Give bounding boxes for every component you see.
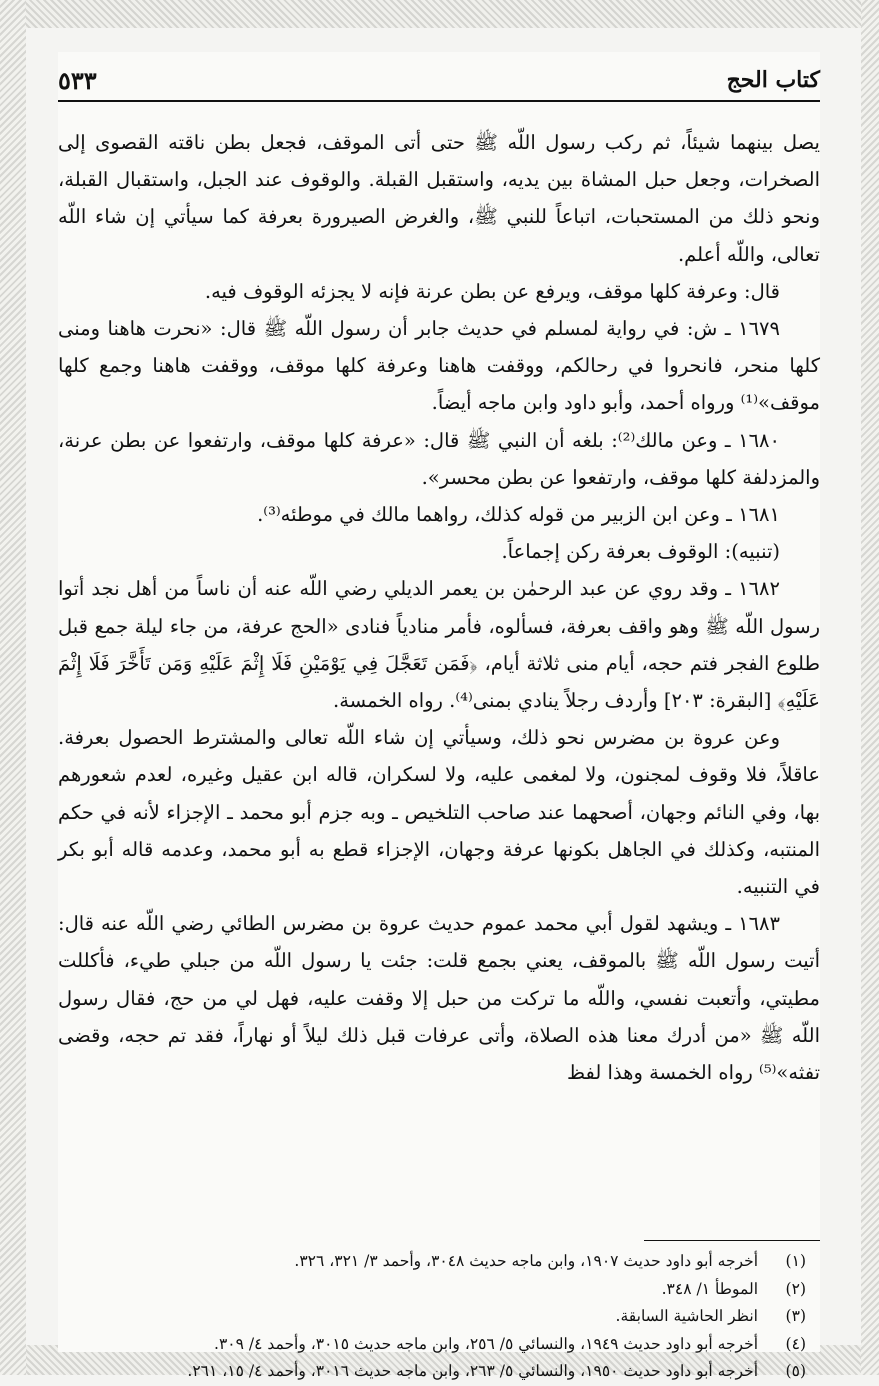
footnote-number: (١) xyxy=(785,1252,806,1270)
paragraph: يصل بينهما شيئاً، ثم ركب رسول اللّه ﷺ حتى أتى الموقف، فجعل بطن ناقته القصوى إلى الصخرات، وجعل حبل المشاة بين يديه، واستقبل القبلة. والوقوف عند الجبل، واستقبال القبلة، ونحو ذلك من المستحبات، اتباعاً للنبي ﷺ، والغرض الصيرورة بعرفة كما سيأتي إن شاء اللّه تعالى، واللّه أعلم. xyxy=(58,131,820,266)
chapter-title: كتاب الحج xyxy=(726,67,820,93)
footnote-number: (٢) xyxy=(785,1279,806,1298)
paragraph: قال: وعرفة كلها موقف، ويرفع عن بطن عرنة فإنه لا يجزئه الوقوف فيه. xyxy=(204,279,780,303)
paragraph: (تنبيه): الوقوف بعرفة ركن إجماعاً. xyxy=(501,540,780,564)
footnotes xyxy=(58,1248,820,1386)
page-body xyxy=(58,124,820,1091)
footnote xyxy=(58,1331,820,1359)
footnote-number: (٣) xyxy=(785,1307,806,1325)
footnote-text: أخرجه أبو داود حديث ١٩٠٧، وابن ماجه حديث ٣٠٤٨، وأحمد ٣/ ٣٢١، ٣٢٦. xyxy=(294,1252,758,1270)
footnote-text: انظر الحاشية السابقة. xyxy=(615,1307,758,1325)
paragraph: ١٦٧٩ ـ ش: في رواية لمسلم في حديث جابر أن رسول اللّه ﷺ قال: «نحرت هاهنا ومنى كلها منحر، فانحروا في رحالكم، ووقفت هاهنا وعرفة كلها موقف، ووقفت هاهنا وجمع كلها موقف»⁽¹⁾ ورواه أحمد، وأبو داود وابن ماجه أيضاً. xyxy=(58,317,820,415)
paragraph: ١٦٨٠ ـ وعن مالك⁽²⁾: بلغه أن النبي ﷺ قال: «عرفة كلها موقف، وارتفعوا عن بطن عرنة، والمزدلفة كلها موقف، وارتفعوا عن بطن محسر». xyxy=(58,428,820,489)
footnote-separator xyxy=(644,1240,820,1241)
footnote xyxy=(58,1276,820,1304)
footnote xyxy=(58,1248,820,1276)
book-page xyxy=(58,52,820,1380)
footnote xyxy=(58,1303,820,1331)
footnote-number: (٥) xyxy=(785,1362,806,1380)
footnote-text: الموطأ ١/ ٣٤٨. xyxy=(661,1279,758,1298)
paragraph: ١٦٨٣ ـ ويشهد لقول أبي محمد عموم حديث عروة بن مضرس الطائي رضي اللّه عنه قال: أتيت رسول اللّه ﷺ بالموقف، يعني بجمع قلت: جئت يا رسول اللّه من جبلي طيء، فأكللت مطيتي، وأتعبت نفسي، واللّه ما تركت من حبل إلا وقفت عليه، فهل لي من حج، فقال رسول اللّه ﷺ «من أدرك معنا هذه الصلاة، وأتى عرفات قبل ذلك ليلاً أو نهاراً، فقد تم حجه، وقضى تفثه»⁽⁵⁾ رواه الخمسة وهذا لفظ xyxy=(58,912,820,1085)
footnote-number: (٤) xyxy=(785,1334,806,1353)
footnote-text: أخرجه أبو داود حديث ١٩٥٠، والنسائي ٥/ ٢٦٣، وابن ماجه حديث ٣٠١٦، وأحمد ٤/ ١٥، ٢٦١. xyxy=(187,1362,758,1380)
paragraph: ١٦٨١ ـ وعن ابن الزبير من قوله كذلك، رواهما مالك في موطئه⁽³⁾. xyxy=(257,503,780,527)
page-number: ٥٣٣ xyxy=(58,65,97,95)
running-header xyxy=(58,60,820,102)
paragraph: وعن عروة بن مضرس نحو ذلك، وسيأتي إن شاء اللّه تعالى والمشترط الحصول بعرفة. عاقلاً، فلا وقوف لمجنون، ولا لمغمى عليه، ولا لسكران، قاله ابن عقيل وغيره، لعدم شعورهم بها، وفي النائم وجهان، أصحهما عند صاحب التلخيص ـ وبه جزم أبو محمد ـ الإجزاء لأنه في حكم المنتبه، وكذلك في الجاهل بكونها عرفة وجهان، الإجزاء قطع به أبو محمد، وعدمه قاله أبو بكر في التنبيه. xyxy=(58,726,820,899)
scan-border-top xyxy=(0,0,879,28)
paragraph: ١٦٨٢ ـ وقد روي عن عبد الرحمٰن بن يعمر الديلي رضي اللّه عنه أن ناساً من أهل نجد أتوا رسول اللّه ﷺ وهو واقف بعرفة، فسألوه، فأمر منادياً فنادى «الحج عرفة، من جاء ليلة جمع قبل طلوع الفجر فتم حجه، أيام منى ثلاثة أيام، ﴿فَمَن تَعَجَّلَ فِي يَوْمَيْنِ فَلَا إِثْمَ عَلَيْهِ وَمَن تَأَخَّرَ فَلَا إِثْمَ عَلَيْهِ﴾ [البقرة: ٢٠٣] وأردف رجلاً ينادي بمنى⁽⁴⁾. رواه الخمسة. xyxy=(58,577,820,713)
scan-border-right xyxy=(861,0,879,1375)
footnote xyxy=(58,1358,820,1386)
scan-border-left xyxy=(0,0,26,1375)
footnote-text: أخرجه أبو داود حديث ١٩٤٩، والنسائي ٥/ ٢٥٦، وابن ماجه حديث ٣٠١٥، وأحمد ٤/ ٣٠٩. xyxy=(214,1334,758,1353)
